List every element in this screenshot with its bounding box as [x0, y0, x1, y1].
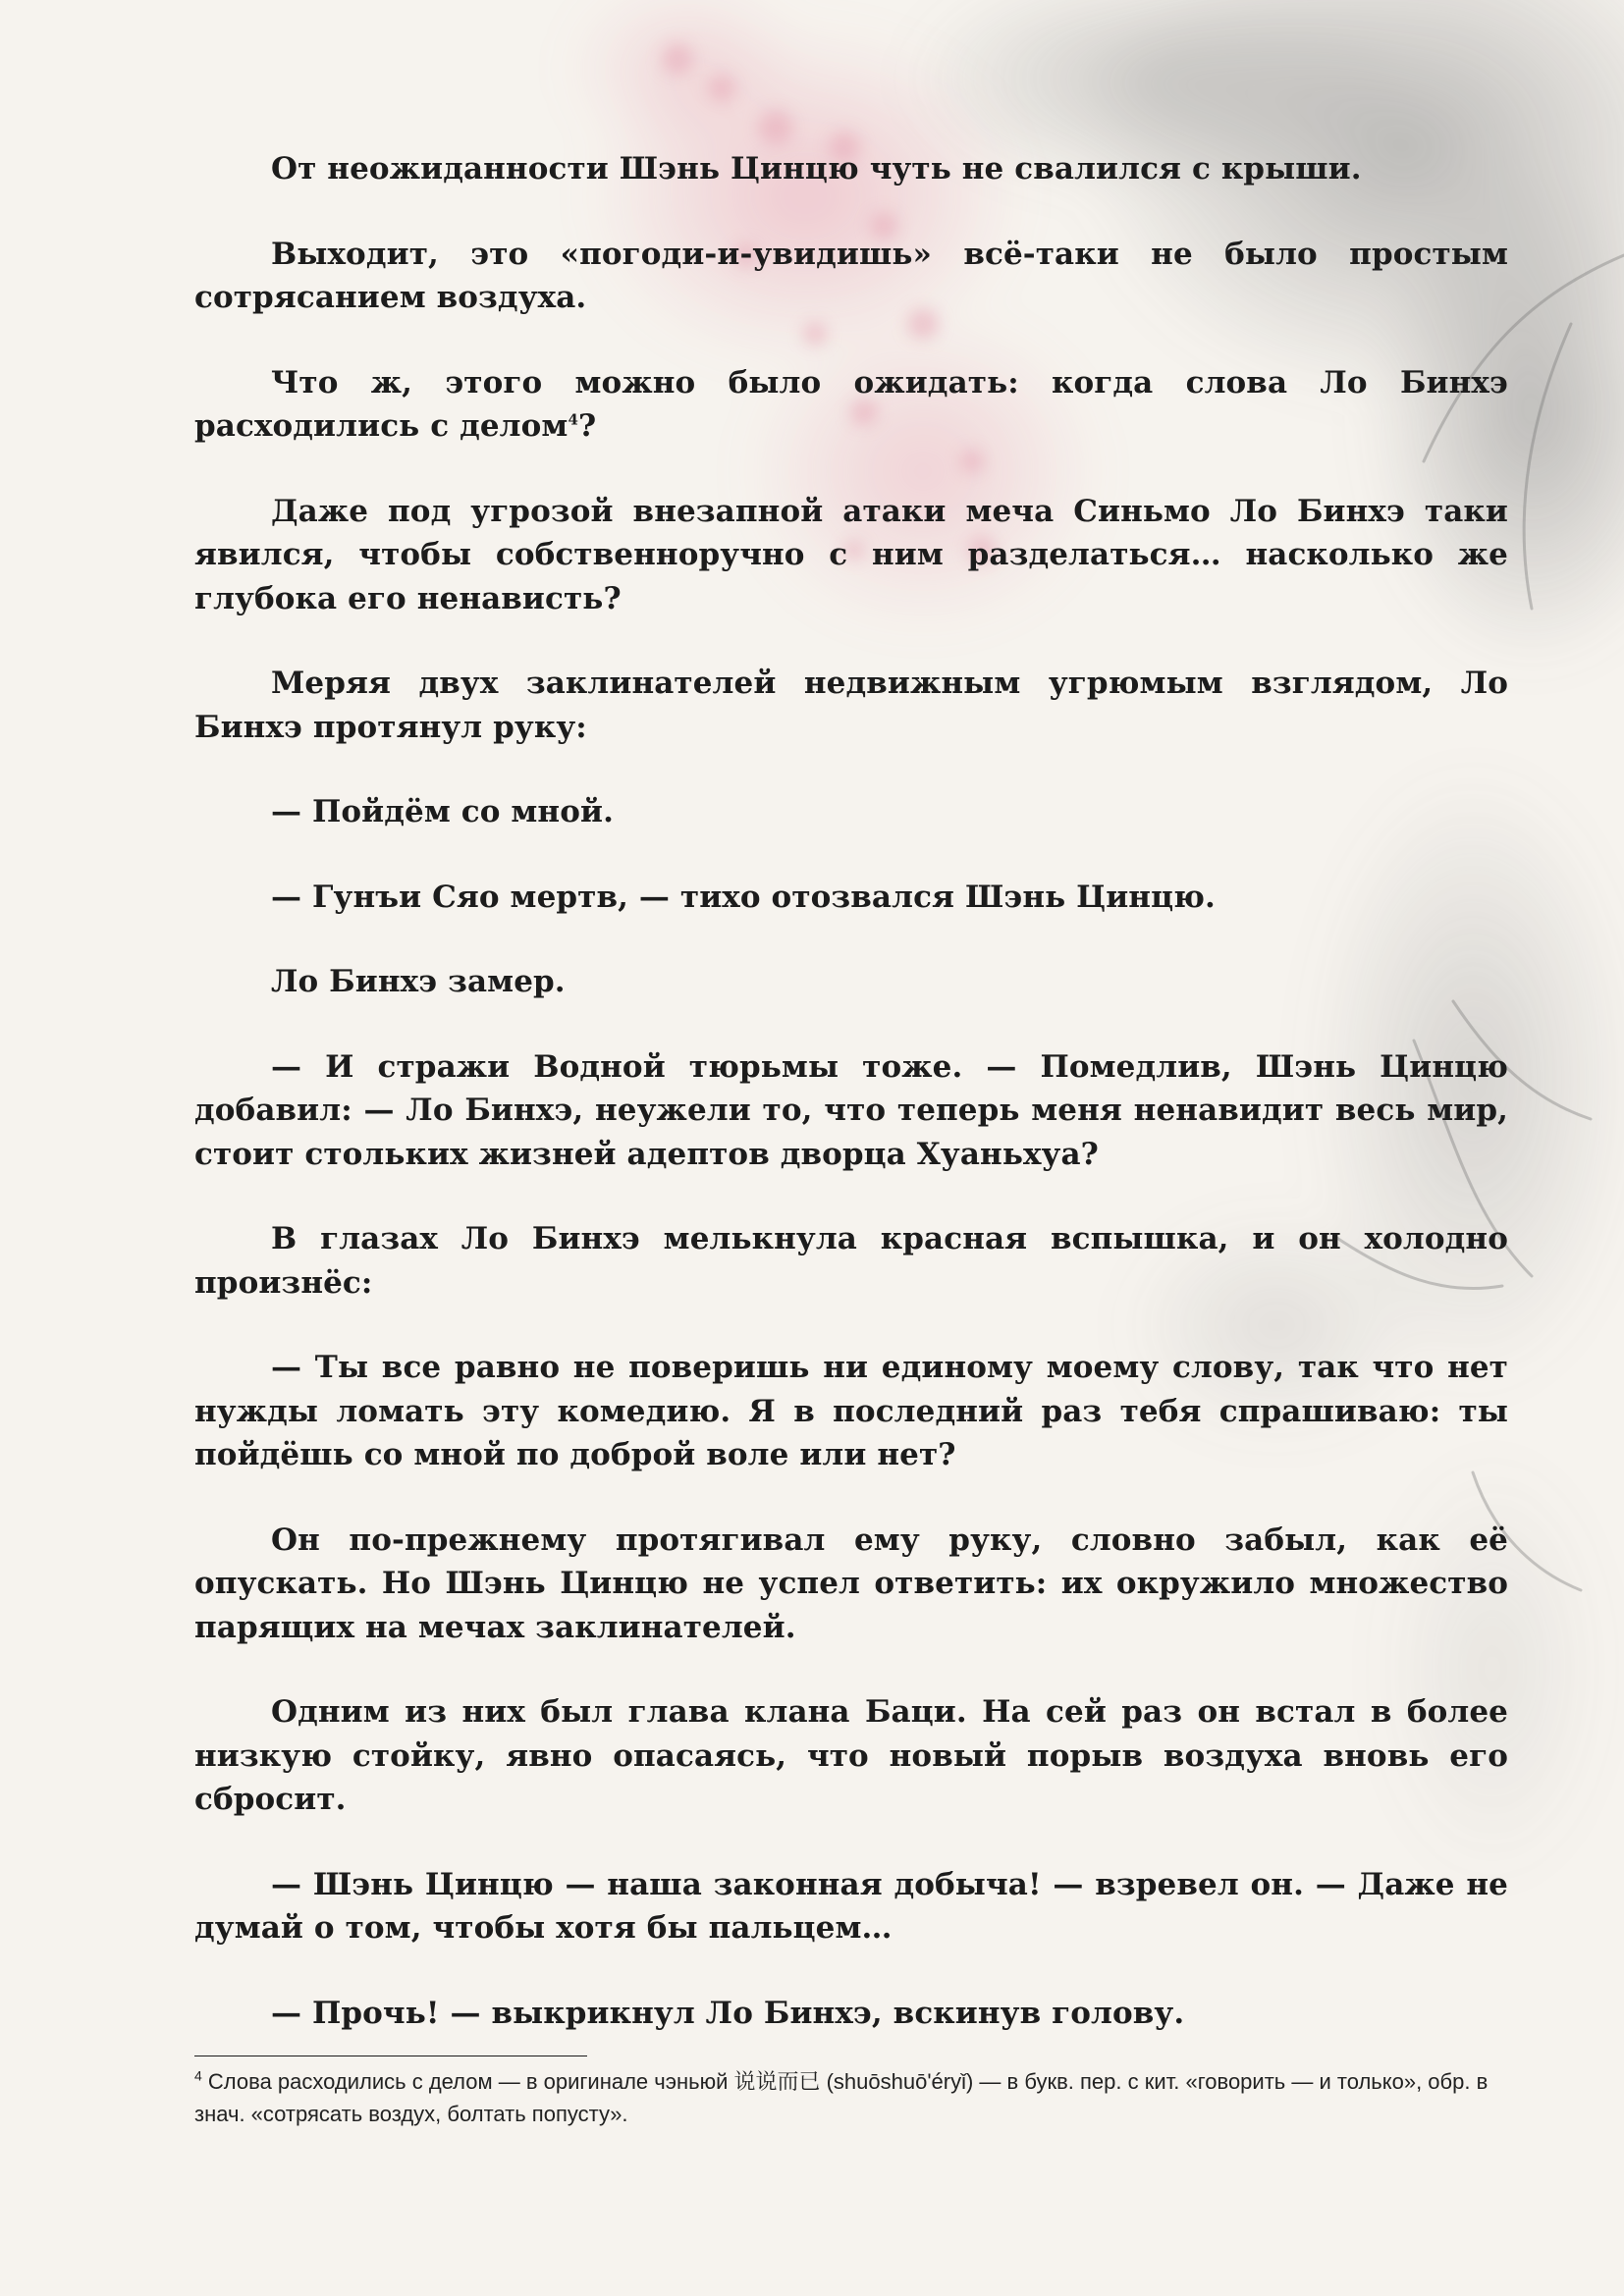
- footnote: [194, 2065, 1506, 2130]
- paragraph-text: — И стражи Водной тюрьмы тоже. — Помедлив, Шэнь Цинцю добавил: — Ло Бинхэ, неужели то, что теперь меня ненавидит весь мир, стоит стольких жизней адептов дворца Хуаньхуа?: [194, 1048, 1508, 1172]
- paragraph-text: — Ты все равно не поверишь ни единому моему слову, так что нет нужды ломать эту комедию. Я в последний раз тебя спрашиваю: ты пойдёшь со мной по доброй воле или нет?: [194, 1350, 1508, 1472]
- paragraph: [194, 147, 1508, 191]
- paragraph: [194, 1863, 1508, 1950]
- paragraph-text: Меряя двух заклинателей недвижным угрюмым взглядом, Ло Бинхэ протянул руку:: [194, 666, 1508, 745]
- paragraph: [194, 490, 1508, 621]
- paragraph: [194, 1346, 1508, 1477]
- paragraph: [194, 233, 1508, 320]
- footnote-number: 4: [194, 2067, 202, 2084]
- paragraph-text: — Прочь! — выкрикнул Ло Бинхэ, вскинув голову.: [271, 1995, 1185, 2031]
- paragraph: [194, 1217, 1508, 1305]
- paragraph: [194, 1045, 1508, 1177]
- paragraph-text: Он по-прежнему протягивал ему руку, словно забыл, как её опускать. Но Шэнь Цинцю не успел ответить: их окружило множество парящих на мечах заклинателей.: [194, 1522, 1508, 1645]
- chapter-body: [194, 147, 1508, 2076]
- paragraph: [194, 1992, 1508, 2036]
- paragraph: [194, 790, 1508, 834]
- paragraph: [194, 361, 1508, 449]
- paragraph-text: Выходит, это «погоди-и-увидишь» всё-таки не было простым сотрясанием воздуха.: [194, 236, 1508, 315]
- paragraph: [194, 662, 1508, 749]
- paragraph-text: — Пойдём со мной.: [271, 794, 614, 829]
- paragraph: [194, 960, 1508, 1004]
- paragraph: [194, 876, 1508, 920]
- paragraph-text: Ло Бинхэ замер.: [271, 964, 566, 999]
- paragraph-text: — Гунъи Сяо мертв, — тихо отозвался Шэнь Цинцю.: [271, 879, 1216, 915]
- paragraph-text: От неожиданности Шэнь Цинцю чуть не свалился с крыши.: [271, 151, 1362, 187]
- paragraph: [194, 1519, 1508, 1650]
- footnote-reference[interactable]: 4: [568, 410, 578, 429]
- paragraph-text: Одним из них был глава клана Баци. На сей раз он встал в более низкую стойку, явно опасаясь, что новый порыв воздуха вновь его сбросит.: [194, 1694, 1508, 1817]
- paragraph-text: Что ж, этого можно было ожидать: когда слова Ло Бинхэ расходились с делом: [194, 364, 1508, 444]
- paragraph-text-tail: ?: [577, 408, 597, 444]
- footnote-text: Слова расходились с делом — в оригинале чэньюй 说说而已 (shuōshuō'éryǐ) — в букв. пер. с кит. «говорить — и только», обр. в знач. «сотрясать воздух, болтать попусту».: [194, 2069, 1489, 2126]
- paragraph: [194, 1690, 1508, 1822]
- paragraph-text: В глазах Ло Бинхэ мелькнула красная вспышка, и он холодно произнёс:: [194, 1221, 1508, 1301]
- paragraph-text: — Шэнь Цинцю — наша законная добыча! — взревел он. — Даже не думай о том, чтобы хотя бы пальцем…: [194, 1866, 1508, 1946]
- paragraph-text: Даже под угрозой внезапной атаки меча Синьмо Ло Бинхэ таки явился, чтобы собственноручно с ним разделаться… насколько же глубока его ненависть?: [194, 493, 1508, 616]
